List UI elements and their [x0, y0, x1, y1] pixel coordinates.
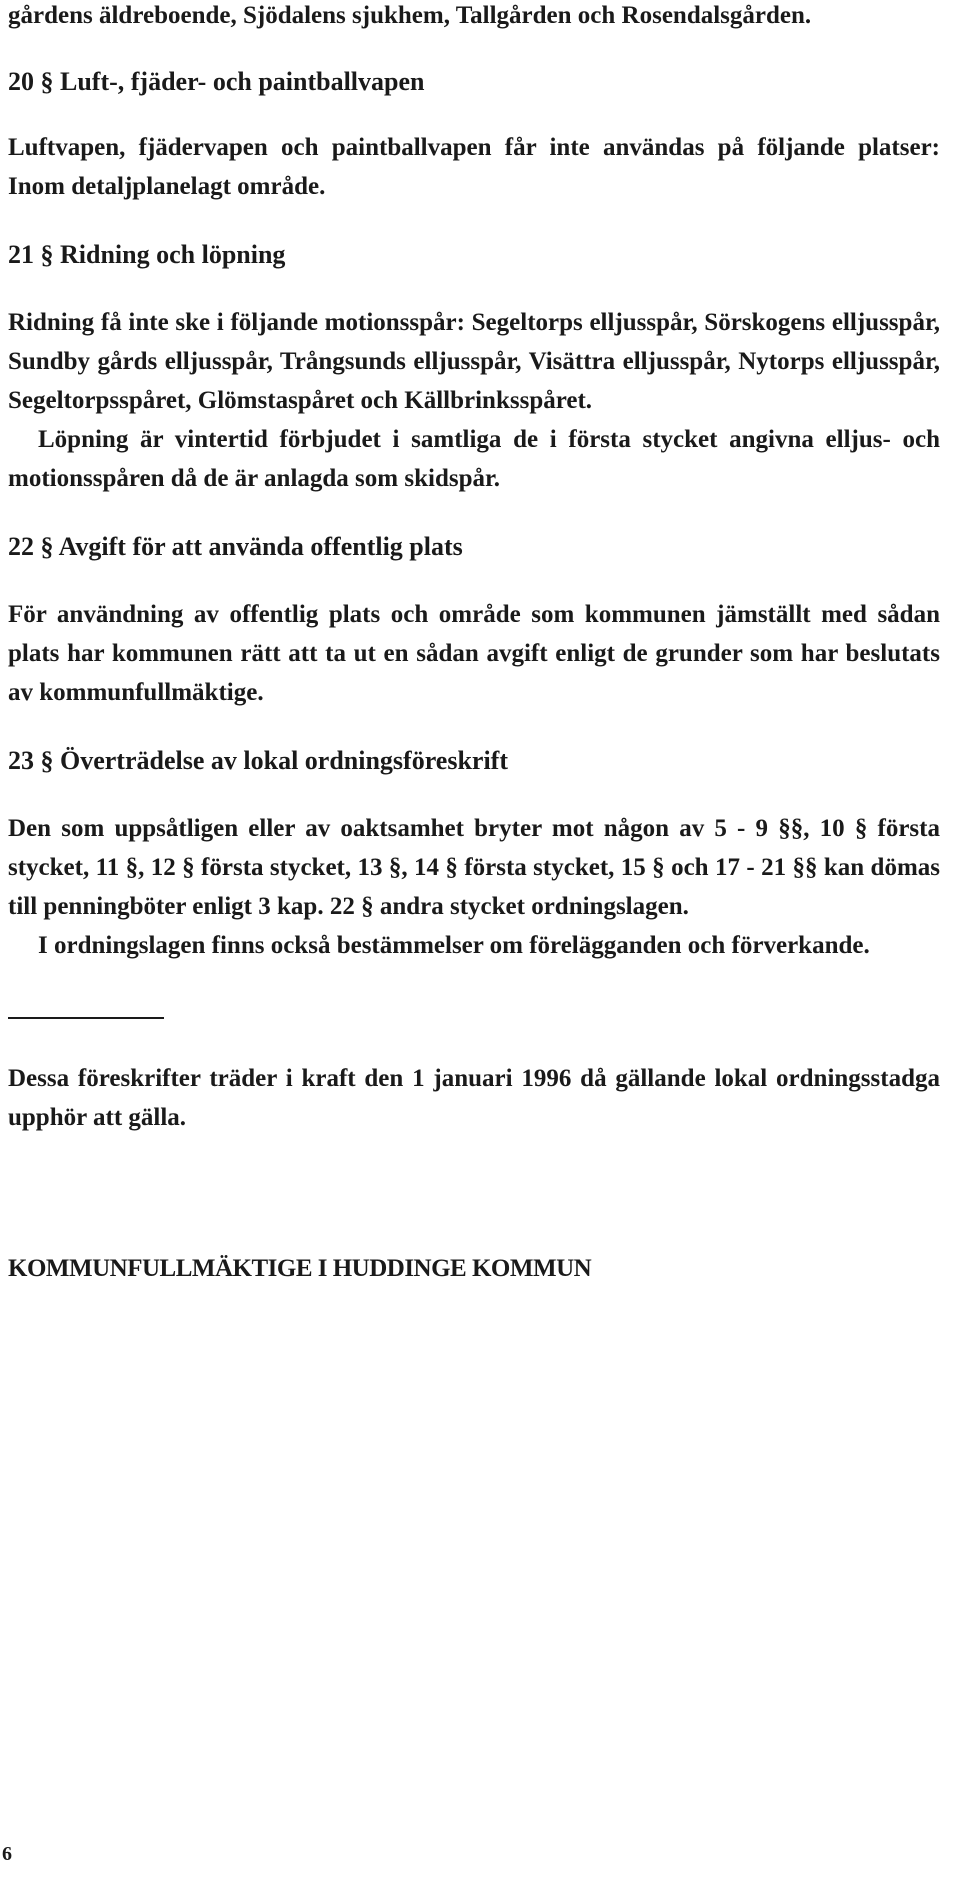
intro-fragment: gårdens äldreboende, Sjödalens sjukhem, Tallgården och Rosendalsgården. [8, 2, 812, 29]
section-21-heading: 21 § Ridning och löpning [8, 240, 286, 269]
separator-line [8, 1017, 164, 1019]
section-20-heading: 20 § Luft-, fjäder- och paintballvapen [8, 67, 425, 96]
section-23-paragraph-2: I ordningslagen finns också bestämmelser om förelägganden och förverkande. [38, 932, 870, 959]
closing-note: Dessa föreskrifter träder i kraft den 1 januari 1996 då gällande lokal ordningsstadga upphör att gälla. [8, 1065, 940, 1131]
section-22-paragraph: För användning av offentlig plats och område som kommunen jämställt med sådan plats har kommunen rätt att ta ut en sådan avgift enligt de grunder som har beslutats av kommunfullmäktige. [8, 601, 940, 706]
signature: KOMMUNFULLMÄKTIGE I HUDDINGE KOMMUN [8, 1255, 592, 1282]
section-20-paragraph: Luftvapen, fjädervapen och paintballvapen får inte användas på följande platser: Inom detaljplanelagt område. [8, 134, 940, 200]
section-21-paragraph-2: Löpning är vintertid förbjudet i samtliga de i första stycket angivna elljus- och motionsspåren då de är anlagda som skidspår. [8, 426, 940, 492]
section-21-paragraph-1: Ridning få inte ske i följande motionsspår: Segeltorps elljusspår, Sörskogens elljusspår, Sundby gårds elljusspår, Trångsunds elljusspår, Visättra elljusspår, Nytorps elljusspår, Segeltorpsspåret, Glömstaspåret och Källbrinksspåret. [8, 309, 940, 414]
section-22-heading: 22 § Avgift för att använda offentlig plats [8, 532, 463, 561]
section-23-heading: 23 § Överträdelse av lokal ordningsföreskrift [8, 746, 508, 775]
section-23-paragraph-1: Den som uppsåtligen eller av oaktsamhet bryter mot någon av 5 - 9 §§, 10 § första stycket, 11 §, 12 § första stycket, 13 §, 14 § första stycket, 15 § och 17 - 21 §§ kan dömas till penningböter enligt 3 kap. 22 § andra stycket ordningslagen. [8, 815, 940, 920]
page-number: 6 [2, 1843, 12, 1865]
